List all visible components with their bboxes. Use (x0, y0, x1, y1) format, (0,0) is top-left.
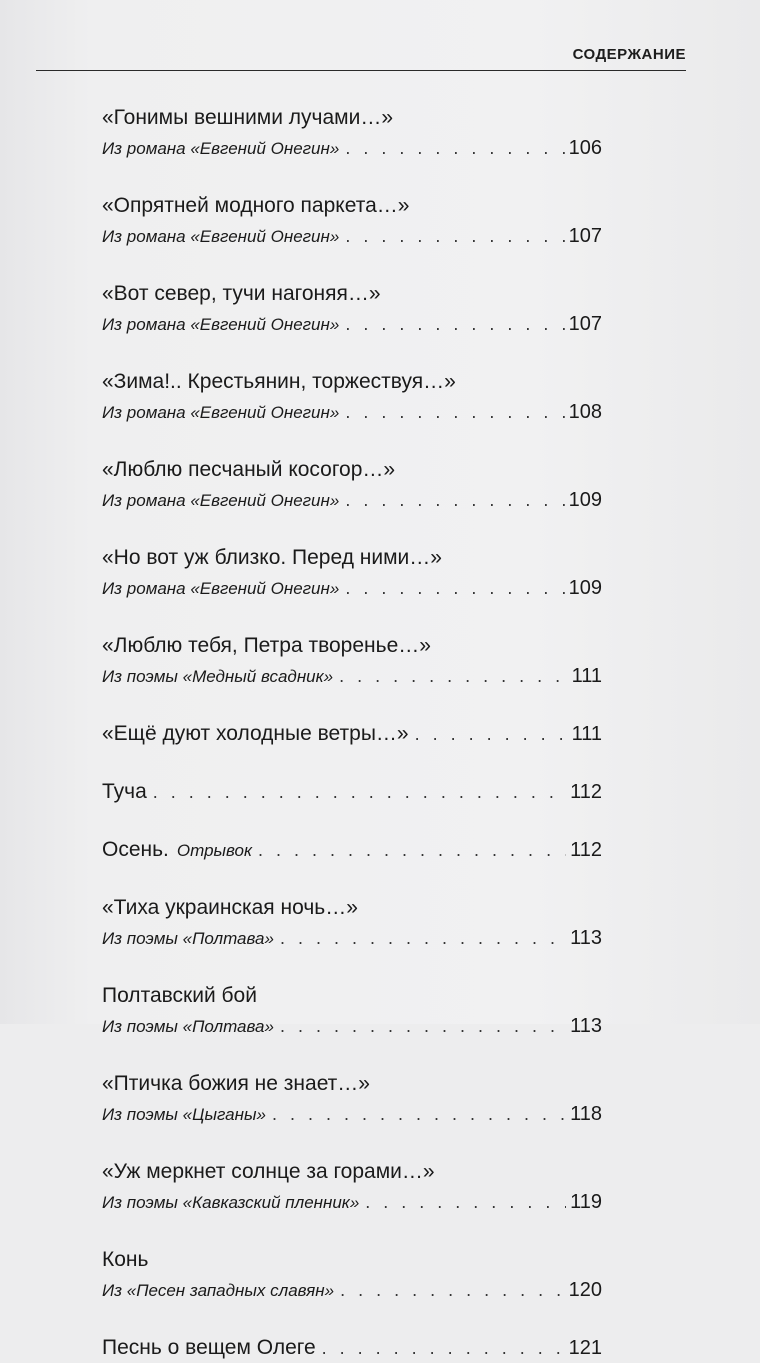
toc-entry (102, 543, 602, 603)
leader-dots (345, 578, 564, 599)
page-number: 118 (570, 1103, 602, 1125)
leader-dots (345, 138, 564, 159)
entry-source: Из романа «Евгений Онегин» (102, 579, 340, 598)
leader-dots (272, 1104, 566, 1125)
page-number: 108 (568, 401, 602, 423)
page-number: 120 (568, 1279, 602, 1301)
leader-dots (345, 402, 564, 423)
entry-title: «Люблю песчаный косогор…» (102, 458, 396, 481)
entry-title: «Гонимы вешними лучами…» (102, 106, 394, 129)
entry-title: Туча (102, 780, 147, 803)
leader-dots (280, 1016, 566, 1037)
leader-dots (280, 928, 566, 949)
entry-source: Из поэмы «Медный всадник» (102, 667, 334, 686)
page-number: 107 (568, 225, 602, 247)
page-number: 119 (570, 1191, 602, 1213)
entry-source: Из романа «Евгений Онегин» (102, 403, 340, 422)
leader-dots (340, 1280, 565, 1301)
header-divider (36, 70, 686, 71)
leader-dots (345, 490, 564, 511)
leader-dots (345, 226, 564, 247)
entry-title: Осень. (102, 838, 169, 861)
page-number: 107 (568, 313, 602, 335)
page-number: 106 (568, 137, 602, 159)
toc-entry (102, 455, 602, 515)
toc-entry (102, 981, 602, 1041)
entry-note: Отрывок (176, 841, 253, 860)
toc-entry (102, 367, 602, 427)
section-header-title: СОДЕРЖАНИЕ (572, 46, 686, 63)
toc-entry (102, 279, 602, 339)
toc-entry (102, 1069, 602, 1129)
entry-source: Из поэмы «Полтава» (102, 929, 274, 948)
toc-entry (102, 719, 602, 749)
entry-title: «Люблю тебя, Петра творенье…» (102, 634, 431, 657)
entry-title: «Вот север, тучи нагоняя…» (102, 282, 381, 305)
toc-entry (102, 835, 602, 865)
entry-source: Из романа «Евгений Онегин» (102, 139, 340, 158)
page-number: 112 (570, 839, 602, 861)
toc-entry (102, 1333, 602, 1363)
page-number: 113 (570, 1015, 602, 1037)
entry-title: «Но вот уж близко. Перед ними…» (102, 546, 442, 569)
entry-source: Из поэмы «Кавказский пленник» (102, 1193, 360, 1212)
toc-entry (102, 191, 602, 251)
leader-dots (322, 1338, 565, 1359)
page-number: 113 (570, 927, 602, 949)
page-number: 109 (568, 489, 602, 511)
entry-title: «Зима!.. Крестьянин, торжествуя…» (102, 370, 456, 393)
entry-source: Из поэмы «Цыганы» (102, 1105, 266, 1124)
leader-dots (365, 1192, 566, 1213)
toc-entry (102, 1245, 602, 1305)
entry-source: Из романа «Евгений Онегин» (102, 491, 340, 510)
page-number: 111 (571, 665, 602, 687)
entry-title: «Птичка божия не знает…» (102, 1072, 370, 1095)
leader-dots (415, 724, 568, 745)
entry-title: «Ещё дуют холодные ветры…» (102, 722, 409, 745)
leader-dots (339, 666, 567, 687)
entry-source: Из романа «Евгений Онегин» (102, 227, 340, 246)
toc-entry (102, 893, 602, 953)
entry-title: Конь (102, 1248, 149, 1271)
entry-title: Песнь о вещем Олеге (102, 1336, 316, 1359)
page-number: 112 (570, 781, 602, 803)
toc-entry (102, 103, 602, 163)
leader-dots (258, 840, 566, 861)
entry-source: Из романа «Евгений Онегин» (102, 315, 340, 334)
toc-entry (102, 777, 602, 807)
leader-dots (345, 314, 564, 335)
page-number: 111 (571, 723, 602, 745)
entry-title: «Тиха украинская ночь…» (102, 896, 358, 919)
page-number: 109 (568, 577, 602, 599)
entry-title: «Уж меркнет солнце за горами…» (102, 1160, 435, 1183)
page-number: 121 (568, 1337, 602, 1359)
entry-title: «Опрятней модного паркета…» (102, 194, 410, 217)
toc-entry (102, 631, 602, 691)
table-of-contents (102, 103, 602, 1363)
toc-entry (102, 1157, 602, 1217)
leader-dots (153, 782, 566, 803)
entry-source: Из «Песен западных славян» (102, 1281, 335, 1300)
entry-title: Полтавский бой (102, 984, 257, 1007)
entry-source: Из поэмы «Полтава» (102, 1017, 274, 1036)
